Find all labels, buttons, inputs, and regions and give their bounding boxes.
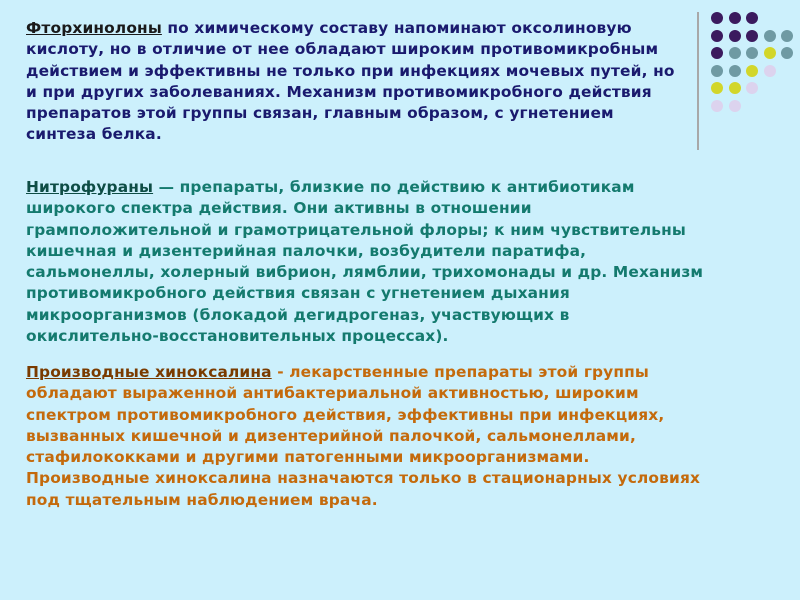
decor-dot (746, 82, 758, 94)
decor-dot (764, 65, 776, 77)
decor-dot (711, 65, 723, 77)
divider-line (697, 12, 699, 150)
decor-dot (729, 82, 741, 94)
decor-dot (764, 47, 776, 59)
decor-dot (746, 30, 758, 42)
decor-dot (711, 47, 723, 59)
paragraph-nitrofurans (26, 177, 706, 347)
paragraph-quinoxalines (26, 362, 706, 511)
decor-dot (781, 30, 793, 42)
decor-dot (729, 65, 741, 77)
term-fluoroquinolones: Фторхинолоны (26, 19, 162, 37)
decor-dot (729, 100, 741, 112)
term-quinoxalines: Производные хиноксалина (26, 363, 272, 381)
decor-dot (746, 12, 758, 24)
decor-dot (711, 100, 723, 112)
decor-dot (729, 47, 741, 59)
decor-dot (781, 47, 793, 59)
text-fluoroquinolones: по химическому составу напоминают оксолиновую кислоту, но в отличие от нее обладают широким противомикробным действием и эффективны не только при инфекциях мочевых путей, но и при других заболеваниях. Механизм противомикробного действия препаратов этой группы связан, главным образом, с угнетением синтеза белка. (26, 19, 675, 144)
decor-dot (746, 47, 758, 59)
text-quinoxalines: - лекарственные препараты этой группы обладают выраженной антибактериальной активностью, широким спектром противомикробного действия, эффективны при инфекциях, вызванных кишечной и дизентерийной палочкой, сальмонеллами, стафилококками и другими патогенными микроорганизмами. Производные хиноксалина назначаются только в стационарных условиях под тщательным наблюдением врача. (26, 363, 701, 509)
paragraph-fluoroquinolones (26, 18, 676, 146)
decor-dot (729, 12, 741, 24)
decor-dot (711, 30, 723, 42)
decor-dot (711, 82, 723, 94)
decor-dot (711, 12, 723, 24)
term-nitrofurans: Нитрофураны (26, 178, 154, 196)
decor-dot (746, 65, 758, 77)
decor-dot (764, 30, 776, 42)
text-nitrofurans: — препараты, близкие по действию к антибиотикам широкого спектра действия. Они активны в отношении грамположительной и грамотрицательной флоры; к ним чувствительны кишечная и дизентерийная палочки, возбудители паратифа, сальмонеллы, холерный вибрион, лямблии, трихомонады и др. Механизм противомикробного действия связан с угнетением дыхания микроорганизмов (блокадой дегидрогеназ, участвующих в окислительно-восстановительных процессах). (26, 178, 704, 346)
decor-dot (729, 30, 741, 42)
